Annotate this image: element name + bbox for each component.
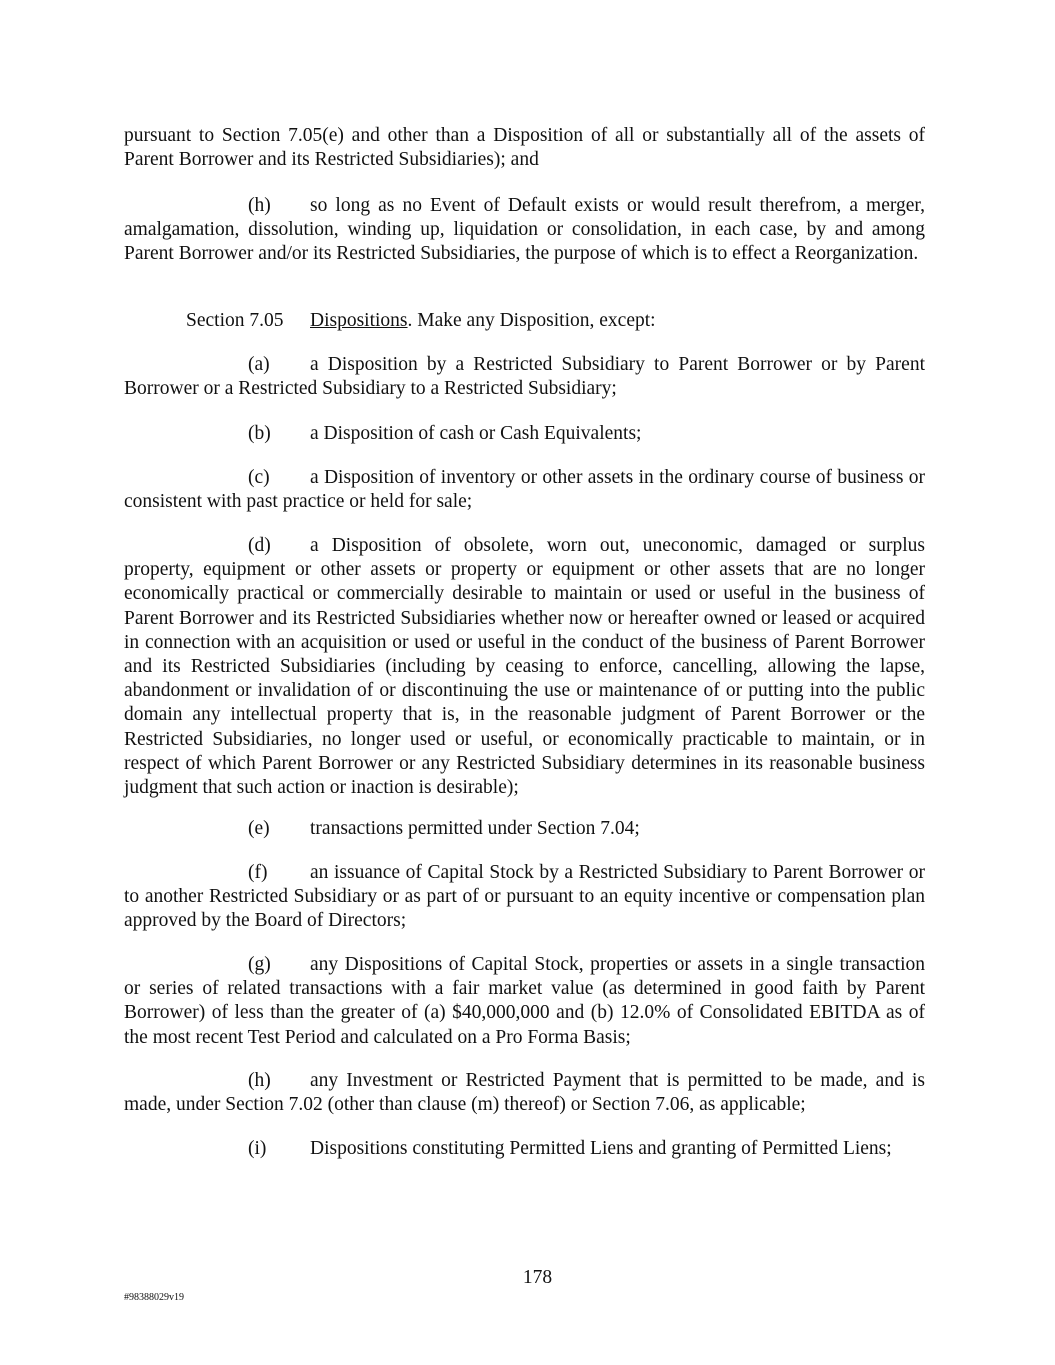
clause-label: (b) (248, 423, 271, 444)
section-title: Dispositions (310, 310, 408, 331)
clause-text: a Disposition of obsolete, worn out, uneconomic, damaged or surplus property, equipment or other assets or property or equipment or other assets that are no longer economically practical or commercially desirable to maintain or used or useful in the business of Parent Borrower and its Restricted Subsidiaries whether now or hereafter owned or leased or acquired in connection with an acquisition or used or useful in the conduct of the business of Parent Borrower and its Restricted Subsidiaries (including by ceasing to enforce, cancelling, allowing the lapse, abandonment or invalidation of or discontinuing the use or maintenance of or putting into the public domain any intellectual property that is, in the reasonable judgment of Parent Borrower or the Restricted Subsidiaries, no longer used or useful, or economically practicable to maintain, or in respect of which Parent Borrower or any Restricted Subsidiary determines in its reasonable business judgment that such action or inaction is desirable); (124, 535, 925, 799)
clause-label: (c) (248, 467, 270, 488)
clause-e (124, 817, 925, 841)
clause-h-previous (124, 194, 925, 267)
clause-f (124, 861, 925, 934)
section-heading-rest: . Make any Disposition, except: (407, 310, 656, 331)
clause-text: any Dispositions of Capital Stock, properties or assets in a single transaction or series of related transactions with a fair market value (as determined in good faith by Parent Borrower) of less than the greater of (a) $40,000,000 and (b) 12.0% of Consolidated EBITDA as of the most recent Test Period and calculated on a Pro Forma Basis; (124, 954, 925, 1048)
continuation-line-1: pursuant to Section 7.05(e) and other than a Disposition of all or substantially all of the assets of (124, 125, 925, 146)
clause-label: (i) (248, 1138, 267, 1159)
section-heading (124, 309, 925, 333)
clause-text: Dispositions constituting Permitted Liens and granting of Permitted Liens; (310, 1138, 892, 1159)
section-number: Section 7.05 (186, 310, 284, 331)
continuation-paragraph (124, 124, 925, 172)
continuation-line-2: Parent Borrower and its Restricted Subsidiaries); and (124, 149, 539, 171)
clause-text: an issuance of Capital Stock by a Restricted Subsidiary to Parent Borrower or to another Restricted Subsidiary or as part of or pursuant to an equity incentive or compensation plan approved by the Board of Directors; (124, 862, 925, 932)
clause-label: (a) (248, 354, 270, 375)
clause-text: any Investment or Restricted Payment that is permitted to be made, and is made, under Section 7.02 (other than clause (m) thereof) or Section 7.06, as applicable; (124, 1070, 925, 1116)
clause-text: so long as no Event of Default exists or would result therefrom, a merger, amalgamation, dissolution, winding up, liquidation or consolidation, in each case, by and among Parent Borrower and/or its Restricted Subsidiaries, the purpose of which is to effect a Reorganization. (124, 195, 925, 265)
clause-label: (g) (248, 954, 271, 975)
clause-d (124, 534, 925, 800)
clause-text: a Disposition by a Restricted Subsidiary to Parent Borrower or by Parent Borrower or a Restricted Subsidiary to a Restricted Subsidiary; (124, 354, 925, 400)
clause-a (124, 353, 925, 401)
clause-b (124, 422, 925, 446)
clause-h (124, 1069, 925, 1117)
clause-label: (h) (248, 1070, 271, 1091)
clause-i (124, 1137, 925, 1161)
clause-label: (e) (248, 818, 270, 839)
clause-g (124, 953, 925, 1050)
clause-text: a Disposition of inventory or other assets in the ordinary course of business or consistent with past practice or held for sale; (124, 467, 925, 513)
clause-text: transactions permitted under Section 7.04; (310, 818, 640, 839)
clause-label: (d) (248, 535, 271, 556)
document-id: #98388029v19 (124, 1292, 184, 1303)
clause-label: (h) (248, 195, 271, 216)
clause-c (124, 466, 925, 514)
clause-text: a Disposition of cash or Cash Equivalents; (310, 423, 642, 444)
page-number: 178 (522, 1267, 553, 1288)
clause-label: (f) (248, 862, 268, 883)
